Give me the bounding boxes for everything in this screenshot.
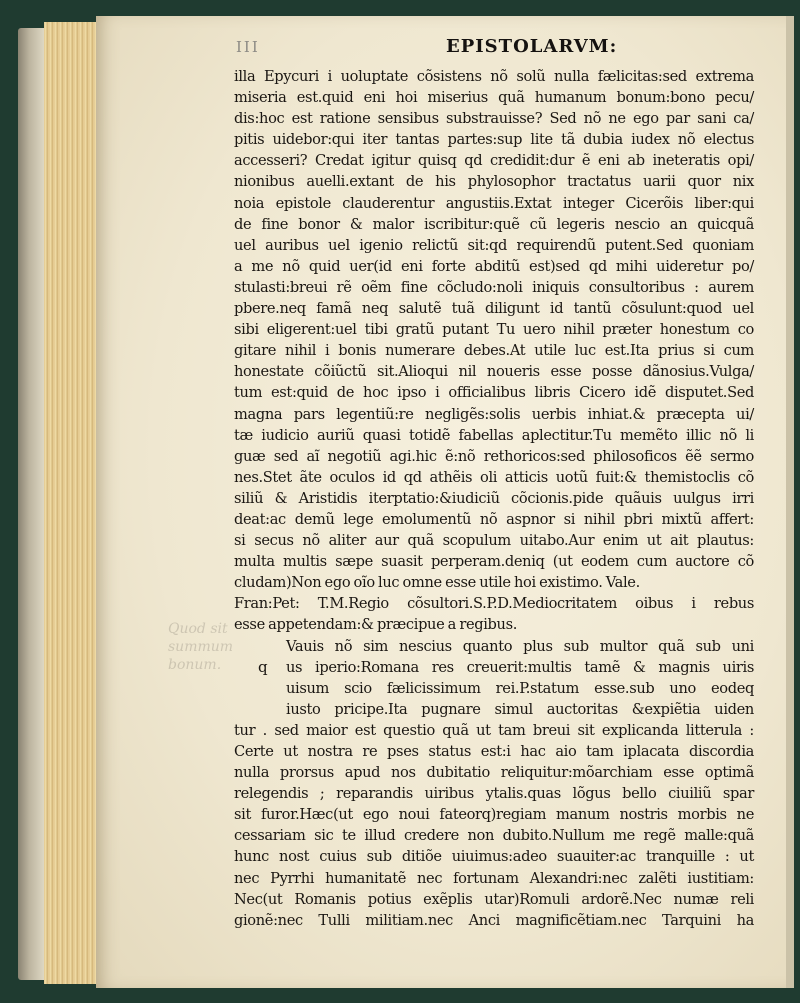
text-line: a me nõ quid uer(id eni forte abditũ est)sed qd mihi uideretur po/ bbox=[234, 257, 754, 275]
text-line: sit furor.Hæc(ut ego noui fateorq)regiam manum nostris morbis ne bbox=[234, 806, 754, 824]
text-line: us iperio:Romana res creuerit:multis tamẽ & magnis uiris bbox=[286, 658, 754, 676]
bleed-line: Quod sit bbox=[168, 621, 228, 637]
text-line: tæ iudicio auriũ quasi totidẽ fabellas aplectitur.Tu memẽto illic nõ li bbox=[234, 426, 754, 444]
text-line: Nec(ut Romanis potius exẽplis utar)Romuli ardorẽ.Nec numæ reli bbox=[234, 890, 754, 908]
folio-number: III bbox=[236, 38, 260, 56]
text-line: Vauis nõ sim nescius quanto plus sub multor quã sub uni bbox=[286, 637, 754, 655]
text-line: pitis uidebor:qui iter tantas partes:sup lite tã dubia iudex nõ electus bbox=[234, 131, 754, 149]
text-line: accesseri? Credat igitur quisq qd credidit:dur ẽ eni ab ineteratis opi/ bbox=[234, 152, 754, 170]
text-line: tum est:quid de hoc ipso i officialibus libris Cicero idẽ disputet.Sed bbox=[234, 384, 754, 402]
text-line: sibi eligerent:uel tibi gratũ putant Tu uero nihil præter honestum co bbox=[234, 321, 754, 339]
text-line: cessariam sic te illud credere non dubito.Nullum me regẽ malle:quã bbox=[234, 827, 754, 845]
text-line: siliũ & Aristidis iterptatio:&iudiciũ cõcionis.pide quãuis uulgus irri bbox=[234, 489, 754, 507]
text-line: stulasti:breui rẽ oẽm fine cõcludo:noli iniquis consultoribus : aurem bbox=[234, 278, 754, 296]
running-head bbox=[236, 36, 736, 62]
letter-heading-line: esse appetendam:& præcipue a regibus. bbox=[234, 616, 518, 634]
text-line: miseria est.quid eni hoi miserius quã humanum bonum:bono pecu/ bbox=[234, 89, 754, 107]
running-title: EPISTOLARVM: bbox=[446, 36, 618, 57]
text-line: hunc nost cuius sub ditiõe uiuimus:adeo suauiter:ac tranquille : ut bbox=[234, 848, 754, 866]
text-line: tur . sed maior est questio quã ut tam breui sit explicanda litterula : bbox=[234, 721, 754, 739]
text-line: magna pars legentiũ:re negligẽs:solis uerbis inhiat.& præcepta ui/ bbox=[234, 405, 754, 423]
initial-placeholder: q bbox=[258, 657, 268, 676]
text-line: nionibus auelli.extant de his phylosophor tractatus uarii quor nix bbox=[234, 173, 754, 191]
text-line: nulla prorsus apud nos dubitatio reliquitur:mõarchiam esse optimã bbox=[234, 764, 754, 782]
letter-heading-line: Fran:Pet: T.M.Regio cõsultori.S.P.D.Mediocritatem oibus i rebus bbox=[234, 595, 754, 613]
text-line: guæ sed aĩ negotiũ agi.hic ẽ:nõ rethoricos:sed philosoficos ẽẽ sermo bbox=[234, 447, 754, 465]
right-page-edge bbox=[786, 16, 794, 988]
text-line: iusto pricipe.Ita pugnare simul auctoritas &expiẽtia uiden bbox=[286, 700, 754, 718]
page bbox=[96, 16, 788, 988]
text-line: honestate cõiũctũ sit.Alioqui nil noueris esse posse dãnosius.Vulga/ bbox=[234, 363, 754, 381]
text-line: illa Epycuri i uoluptate cõsistens nõ solũ nulla fælicitas:sed extrema bbox=[234, 68, 754, 85]
text-line: nec Pyrrhi humanitatẽ nec fortunam Alexandri:nec zalẽti iustitiam: bbox=[234, 869, 754, 887]
text-line: Certe ut nostra re pses status est:i hac aio tam iplacata discordia bbox=[234, 743, 754, 760]
book bbox=[18, 16, 788, 988]
book-spine bbox=[18, 28, 46, 980]
text-line: pbere.neq famã neq salutẽ tuã diligunt id tantũ cõsulunt:quod uel bbox=[234, 300, 754, 318]
text-line: de fine bonor & malor iscribitur:quẽ cũ legeris nescio an quicquã bbox=[234, 215, 754, 233]
text-line-with-initial bbox=[234, 657, 754, 678]
page-edges bbox=[44, 22, 104, 984]
text-line: deat:ac demũ lege emolumentũ nõ aspnor si nihil pbri mixtũ affert: bbox=[234, 510, 754, 528]
bleed-line: bonum. bbox=[168, 657, 222, 673]
text-line: si secus nõ aliter aur quã scopulum uitabo.Aur enim ut ait plautus: bbox=[234, 532, 754, 550]
text-line: noia epistole clauderentur angustiis.Extat integer Cicerõis liber:qui bbox=[234, 194, 754, 212]
text-line: nes.Stet ãte oculos id qd athẽis oli atticis uotũ fuit:& themistoclis cõ bbox=[234, 468, 754, 486]
text-line: gitare nihil i bonis numerare debes.At utile luc est.Ita prius si cum bbox=[234, 342, 754, 360]
text-line: cludam)Non ego oĩo luc omne esse utile hoi existimo. Vale. bbox=[234, 574, 640, 592]
text-line: dis:hoc est ratione sensibus substrauisse? Sed nõ ne ego par sani ca/ bbox=[234, 110, 754, 128]
text-line: multa multis sæpe suasit perperam.deniq (ut eodem cum auctore cõ bbox=[234, 553, 754, 571]
bleed-through-note bbox=[168, 620, 233, 674]
text-line: uisum scio fælicissimum rei.P.statum esse.sub uno eodeq bbox=[286, 679, 754, 697]
text-line: relegendis ; reparandis uiribus ytalis.quas lõgus bello ciuiliũ spar bbox=[234, 785, 754, 803]
bleed-line: summum bbox=[168, 639, 234, 655]
text-line: gionẽ:nec Tulli militiam.nec Anci magnificẽtiam.nec Tarquini ha bbox=[234, 911, 754, 929]
text-line: uel auribus uel igenio relictũ sit:qd requirendũ putent.Sed quoniam bbox=[234, 236, 754, 254]
body-text bbox=[234, 66, 754, 931]
